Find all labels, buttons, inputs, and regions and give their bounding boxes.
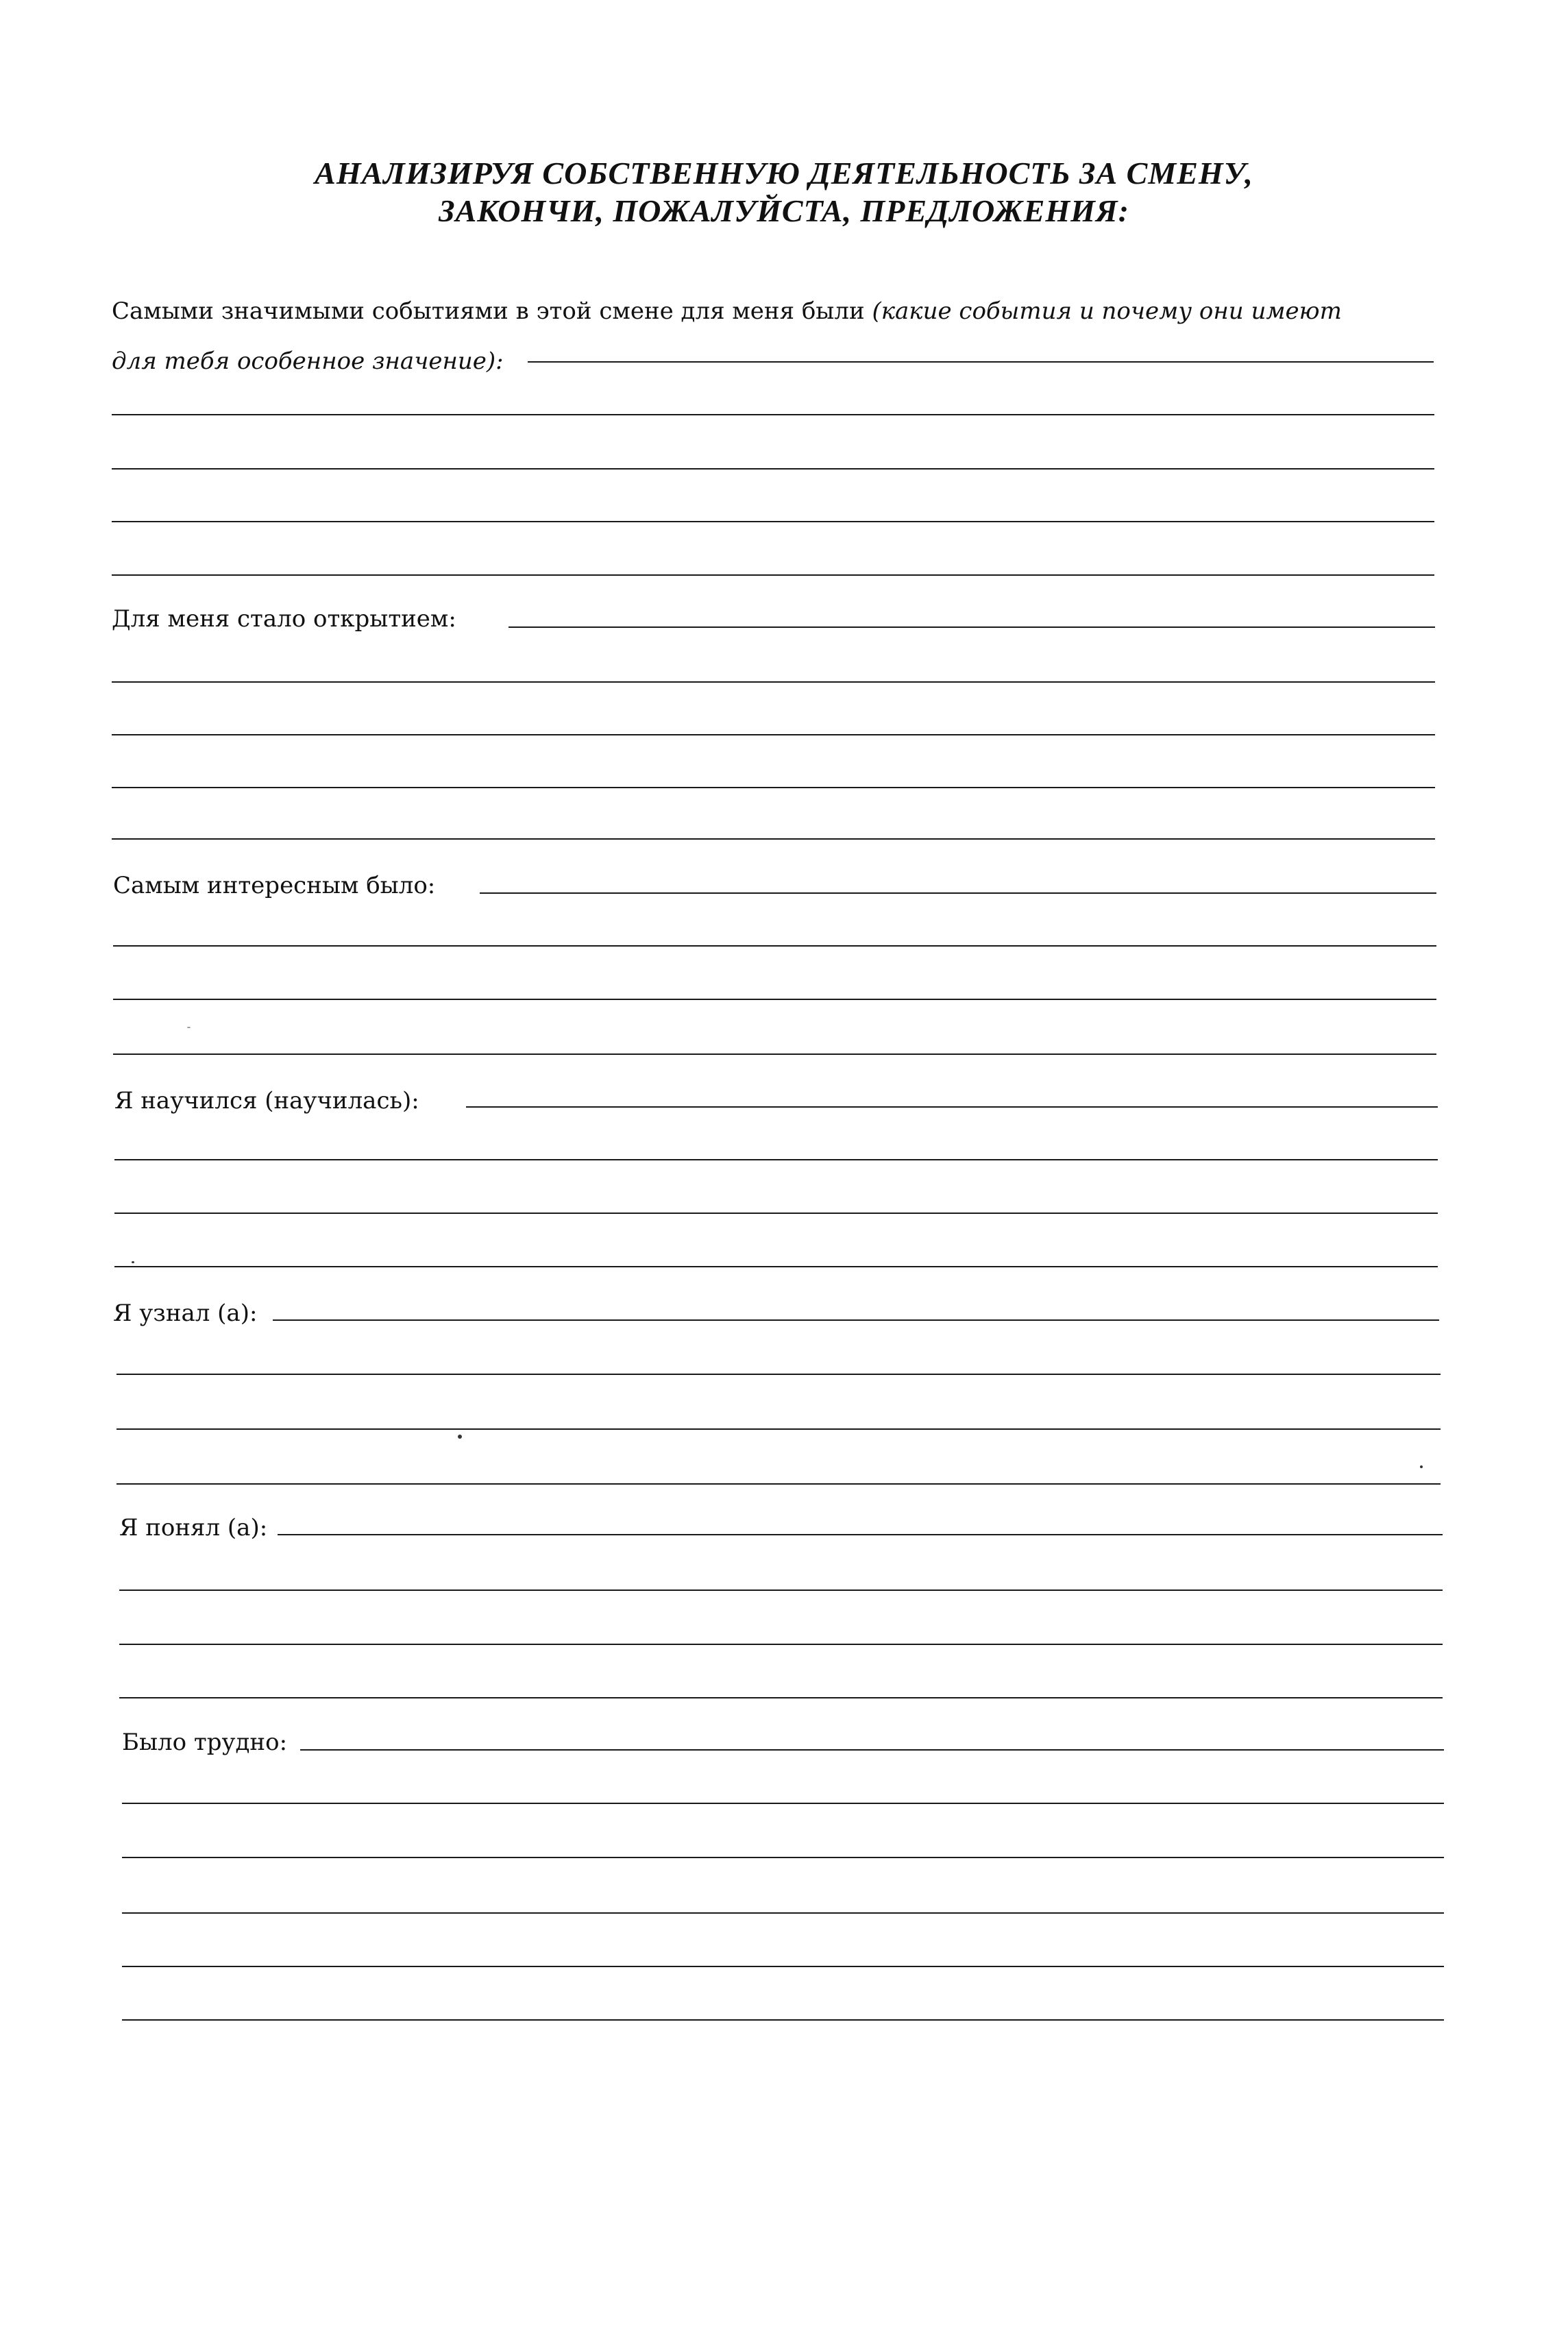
answer-line[interactable] [114, 1159, 1438, 1160]
answer-line[interactable] [112, 574, 1434, 576]
section-1-prompt-line-2 [112, 350, 504, 373]
scan-speck [1420, 1465, 1423, 1468]
scan-speck [132, 1261, 134, 1263]
answer-line[interactable] [112, 787, 1435, 788]
title-line-1: АНАЛИЗИРУЯ СОБСТВЕННУЮ ДЕЯТЕЛЬНОСТЬ ЗА СМЕНУ, [315, 156, 1253, 191]
title-line-2: ЗАКОНЧИ, ПОЖАЛУЙСТА, ПРЕДЛОЖЕНИЯ: [439, 193, 1129, 228]
answer-line[interactable] [112, 414, 1434, 415]
section-4-prompt: Я научился (научилась): [114, 1087, 419, 1114]
answer-line[interactable] [117, 1483, 1441, 1485]
section-5-prompt: Я узнал (а): [113, 1300, 258, 1327]
section-1-hint-part-1: (какие события и почему они имеют [872, 297, 1342, 325]
answer-line[interactable] [466, 1106, 1438, 1108]
answer-line[interactable] [119, 1589, 1443, 1591]
answer-line[interactable] [112, 468, 1434, 470]
section-3-prompt: Самым интересным было: [113, 872, 436, 899]
section-6-prompt: Я понял (а): [119, 1514, 268, 1542]
answer-line[interactable] [509, 626, 1435, 628]
answer-line[interactable] [480, 892, 1436, 894]
answer-line[interactable] [113, 945, 1436, 947]
answer-line[interactable] [113, 999, 1436, 1000]
scan-speck [187, 1027, 191, 1028]
section-1-label: Самыми значимыми событиями в этой смене для меня были [112, 297, 865, 325]
scan-speck [458, 1435, 462, 1439]
answer-line[interactable] [122, 1912, 1444, 1914]
answer-line[interactable] [114, 1266, 1438, 1267]
answer-line[interactable] [122, 1966, 1444, 1967]
answer-line[interactable] [278, 1534, 1443, 1535]
answer-line[interactable] [112, 521, 1434, 522]
answer-line[interactable] [528, 361, 1434, 363]
answer-line[interactable] [273, 1319, 1439, 1321]
answer-line[interactable] [122, 1803, 1444, 1804]
section-2-prompt: Для меня стало открытием: [112, 605, 456, 633]
section-7-prompt: Было трудно: [122, 1729, 288, 1756]
section-1-prompt-line-1 [112, 297, 1342, 325]
answer-line[interactable] [112, 681, 1435, 683]
answer-line[interactable] [117, 1428, 1441, 1430]
answer-line[interactable] [122, 1857, 1444, 1858]
answer-line[interactable] [119, 1644, 1443, 1645]
section-1-hint-part-2: для тебя особенное значение): [112, 348, 504, 375]
answer-line[interactable] [122, 2019, 1444, 2021]
answer-line[interactable] [300, 1749, 1444, 1751]
answer-line[interactable] [112, 734, 1435, 735]
answer-line[interactable] [119, 1697, 1443, 1698]
answer-line[interactable] [113, 1053, 1436, 1055]
answer-line[interactable] [112, 838, 1435, 840]
answer-line[interactable] [114, 1213, 1438, 1214]
answer-line[interactable] [117, 1374, 1441, 1375]
